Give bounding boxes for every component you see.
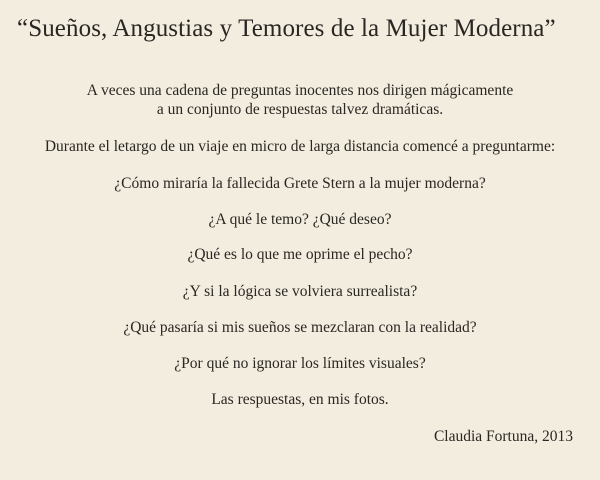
signature: Claudia Fortuna, 2013: [433, 428, 573, 445]
question-4: ¿Y si la lógica se volviera surrealista?: [182, 283, 418, 300]
page-title: “Sueños, Angustias y Temores de la Mujer Moderna”: [17, 15, 556, 42]
intro-line-2: a un conjunto de respuestas talvez dramáticas.: [156, 101, 444, 118]
journey-paragraph: Durante el letargo de un viaje en micro de larga distancia comencé a preguntarme:: [44, 138, 556, 155]
question-2: ¿A qué le temo? ¿Qué deseo?: [208, 211, 392, 228]
question-1: ¿Cómo miraría la fallecida Grete Stern a la mujer moderna?: [114, 175, 486, 192]
question-6: ¿Por qué no ignorar los límites visuales?: [174, 355, 426, 372]
intro-line-1: A veces una cadena de preguntas inocentes nos dirigen mágicamente: [86, 82, 514, 99]
answer-line: Las respuestas, en mis fotos.: [211, 391, 389, 408]
question-3: ¿Qué es lo que me oprime el pecho?: [187, 246, 413, 263]
question-5: ¿Qué pasaría si mis sueños se mezclaran con la realidad?: [123, 319, 477, 336]
